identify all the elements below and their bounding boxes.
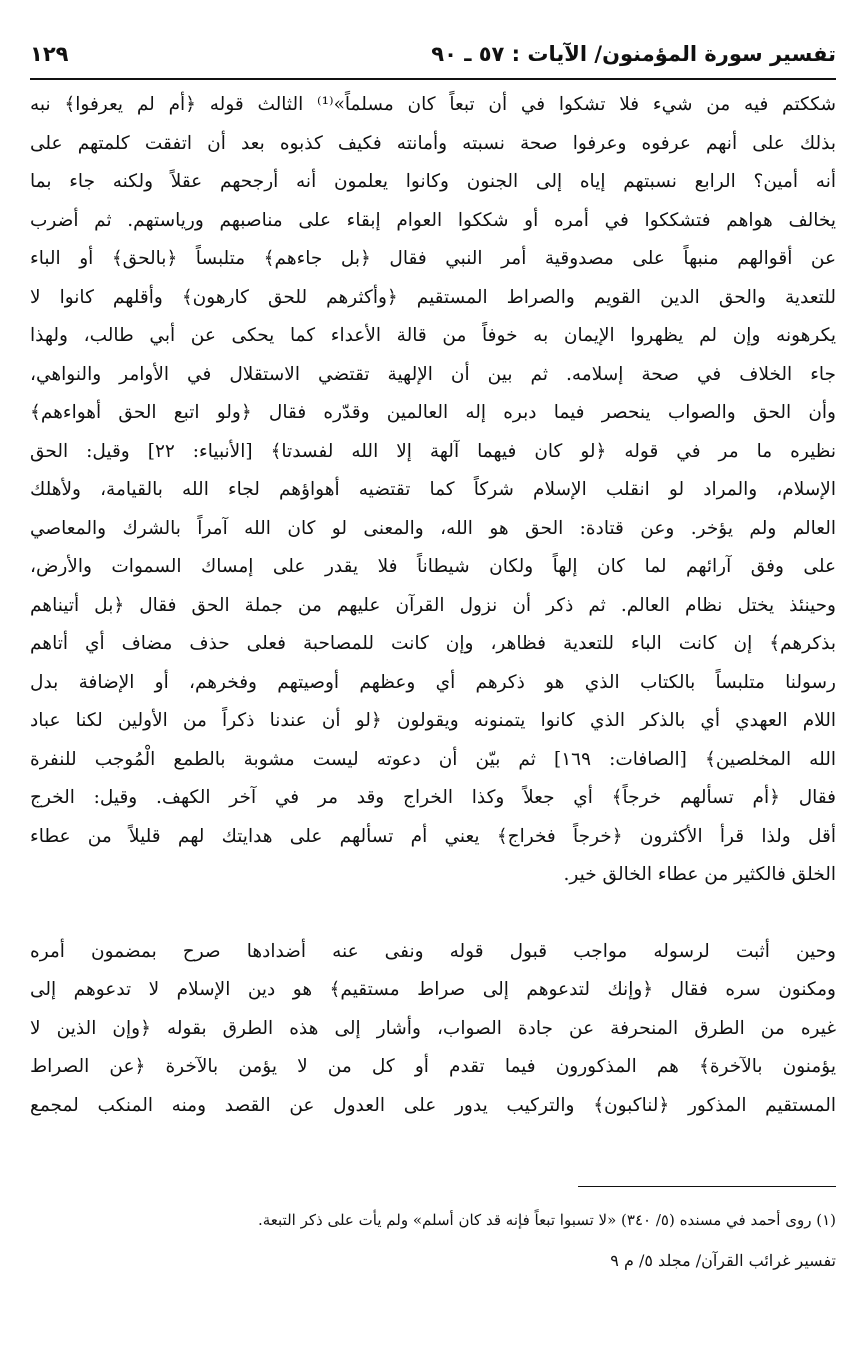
- text-line: رسولنا متلبساً بالكتاب الذي هو ذكرهم أي وعظهم أوصيتهم وفخرهم، أو الإضافة بدل: [30, 671, 836, 693]
- text-line: أقل ولذا قرأ الأكثرون ﴿خرجاً فخراج﴾ يعني أم تسألهم على هدايتك لهم قليلاً من عطاء: [30, 825, 836, 847]
- text-line: بذكرهم﴾ إن كانت الباء للتعدية فظاهر، وإن كانت للمصاحبة فعلى حذف مضاف أي أتاهم: [30, 633, 836, 654]
- text-line: غيره من الطرق المنحرفة عن جادة الصواب، وأشار إلى هذه الطرق بقوله ﴿وإن الذين لا: [30, 1017, 836, 1039]
- text-line: فقال ﴿أم تسألهم خرجاً﴾ أي جعلاً وكذا الخراج وقد مر في آخر الكهف. وقيل: الخرج: [30, 787, 836, 808]
- text-line: اللام العهدي أي بالذكر الذي كانوا يتمنونه ويقولون ﴿لو أن عندنا ذكراً من الأولين لكنا عباد: [30, 710, 836, 731]
- text-line: شككتم فيه من شيء فلا تشكوا في أن تبعاً كان مسلماً»⁽¹⁾ الثالث قوله ﴿أم لم يعرفوا﴾ نبه: [30, 94, 836, 115]
- page-number: ١٢٩: [30, 42, 69, 66]
- text-line: نظيره ما مر في قوله ﴿لو كان فيهما آلهة إلا الله لفسدتا﴾ [الأنبياء: ٢٢] وقيل: الحق: [30, 440, 836, 462]
- text-line: الله المخلصين﴾ [الصافات: ١٦٩] ثم بيّن أن دعوته ليست مشوبة بالطمع الْمُوجب للنفرة: [30, 748, 836, 770]
- text-line: أنه أمين؟ الرابع نسبتهم إياه إلى الجنون وكانوا يعلمون أنه أرجحهم عقلاً ولكنه جاء بما: [30, 171, 836, 192]
- text-line: للتعدية والحق الدين القويم والصراط المستقيم ﴿وأكثرهم للحق كارهون﴾ وأقلهم كانوا لا: [30, 286, 836, 308]
- text-line: يؤمنون بالآخرة﴾ هم المذكورون فيما تقدم أو كل من لا يؤمن بالآخرة ﴿عن الصراط: [30, 1056, 836, 1077]
- footnote: (١) روى أحمد في مسنده (٥/ ٣٤٠) «لا تسبوا تبعاً فإنه قد كان أسلم» ولم يأت على ذكر التبعة.: [257, 1211, 836, 1229]
- text-line: العالم ولم يؤخر. وعن قتادة: الحق هو الله، والمعنى لو كان الله آمراً بالشرك والمعاصي: [30, 517, 836, 539]
- text-line: بذلك على أنهم عرفوه وعرفوا صحة نسبته وأمانته فكيف كذبوه بعد أن اتفقت كلمتهم على: [30, 132, 836, 154]
- paragraph-2: [30, 933, 836, 1126]
- text-line: ومكنون سره فقال ﴿وإنك لتدعوهم إلى صراط مستقيم﴾ هو دين الإسلام لا تدعوهم إلى: [30, 979, 836, 1000]
- page-header: [30, 34, 836, 74]
- text-line: المستقيم المذكور ﴿لناكبون﴾ والتركيب يدور على العدول عن القصد ومنه المنكب لمجمع: [30, 1094, 836, 1116]
- text-line: يخالف هواهم فتشككوا في أمره أو شككوا العوام إبقاء على مناصبهم ورياستهم. ثم أضرب: [30, 209, 836, 231]
- paragraph-1: [30, 86, 836, 895]
- text-line: عن أقوالهم منبهاً على مصدوقية أمر النبي فقال ﴿بل جاءهم﴾ متلبساً ﴿بالحق﴾ أو الباء: [30, 248, 836, 269]
- footnote-rule: [578, 1186, 836, 1187]
- running-title: تفسير سورة المؤمنون/ الآيات : ٥٧ ـ ٩٠: [431, 42, 836, 66]
- text-line: الإسلام، والمراد لو انقلب الإسلام شركاً كما تقتضيه أهواؤهم لجاء الله بالقيامة، ولأهلك: [30, 479, 836, 500]
- text-line: وأن الحق والصواب ينحصر فيما دبره إله العالمين وقدّره فقال ﴿ولو اتبع الحق أهواءهم﴾: [30, 402, 836, 423]
- body-text: [30, 86, 836, 1125]
- header-rule: [30, 78, 836, 80]
- text-line: يكرهونه وإن لم يظهروا الإيمان به خوفاً من قالة الأعداء كما يحكى عن أبي طالب، ولهذا: [30, 325, 836, 346]
- text-line: جاء الخلاف في صحة إسلامه. ثم بين أن الإلهية تقتضي الاستقلال في الأوامر والنواهي،: [30, 363, 836, 385]
- text-line: على وفق آرائهم لما كان إلهاً ولكان شيطاناً فلا يقدر على إمساك السموات والأرض،: [30, 556, 836, 577]
- text-line: الخلق فالكثير من عطاء الخالق خير.: [563, 864, 836, 885]
- printer-signature: تفسير غرائب القرآن/ مجلد ٥/ م ٩: [610, 1251, 836, 1270]
- paragraph-gap: [30, 895, 836, 933]
- text-line: وحينئذ يختل نظام العالم. ثم ذكر أن نزول القرآن عليهم من جملة الحق فقال ﴿بل أتيناهم: [30, 594, 836, 616]
- text-line: وحين أثبت لرسوله مواجب قبول قوله ونفى عنه أضدادها صرح بمضمون أمره: [30, 940, 836, 962]
